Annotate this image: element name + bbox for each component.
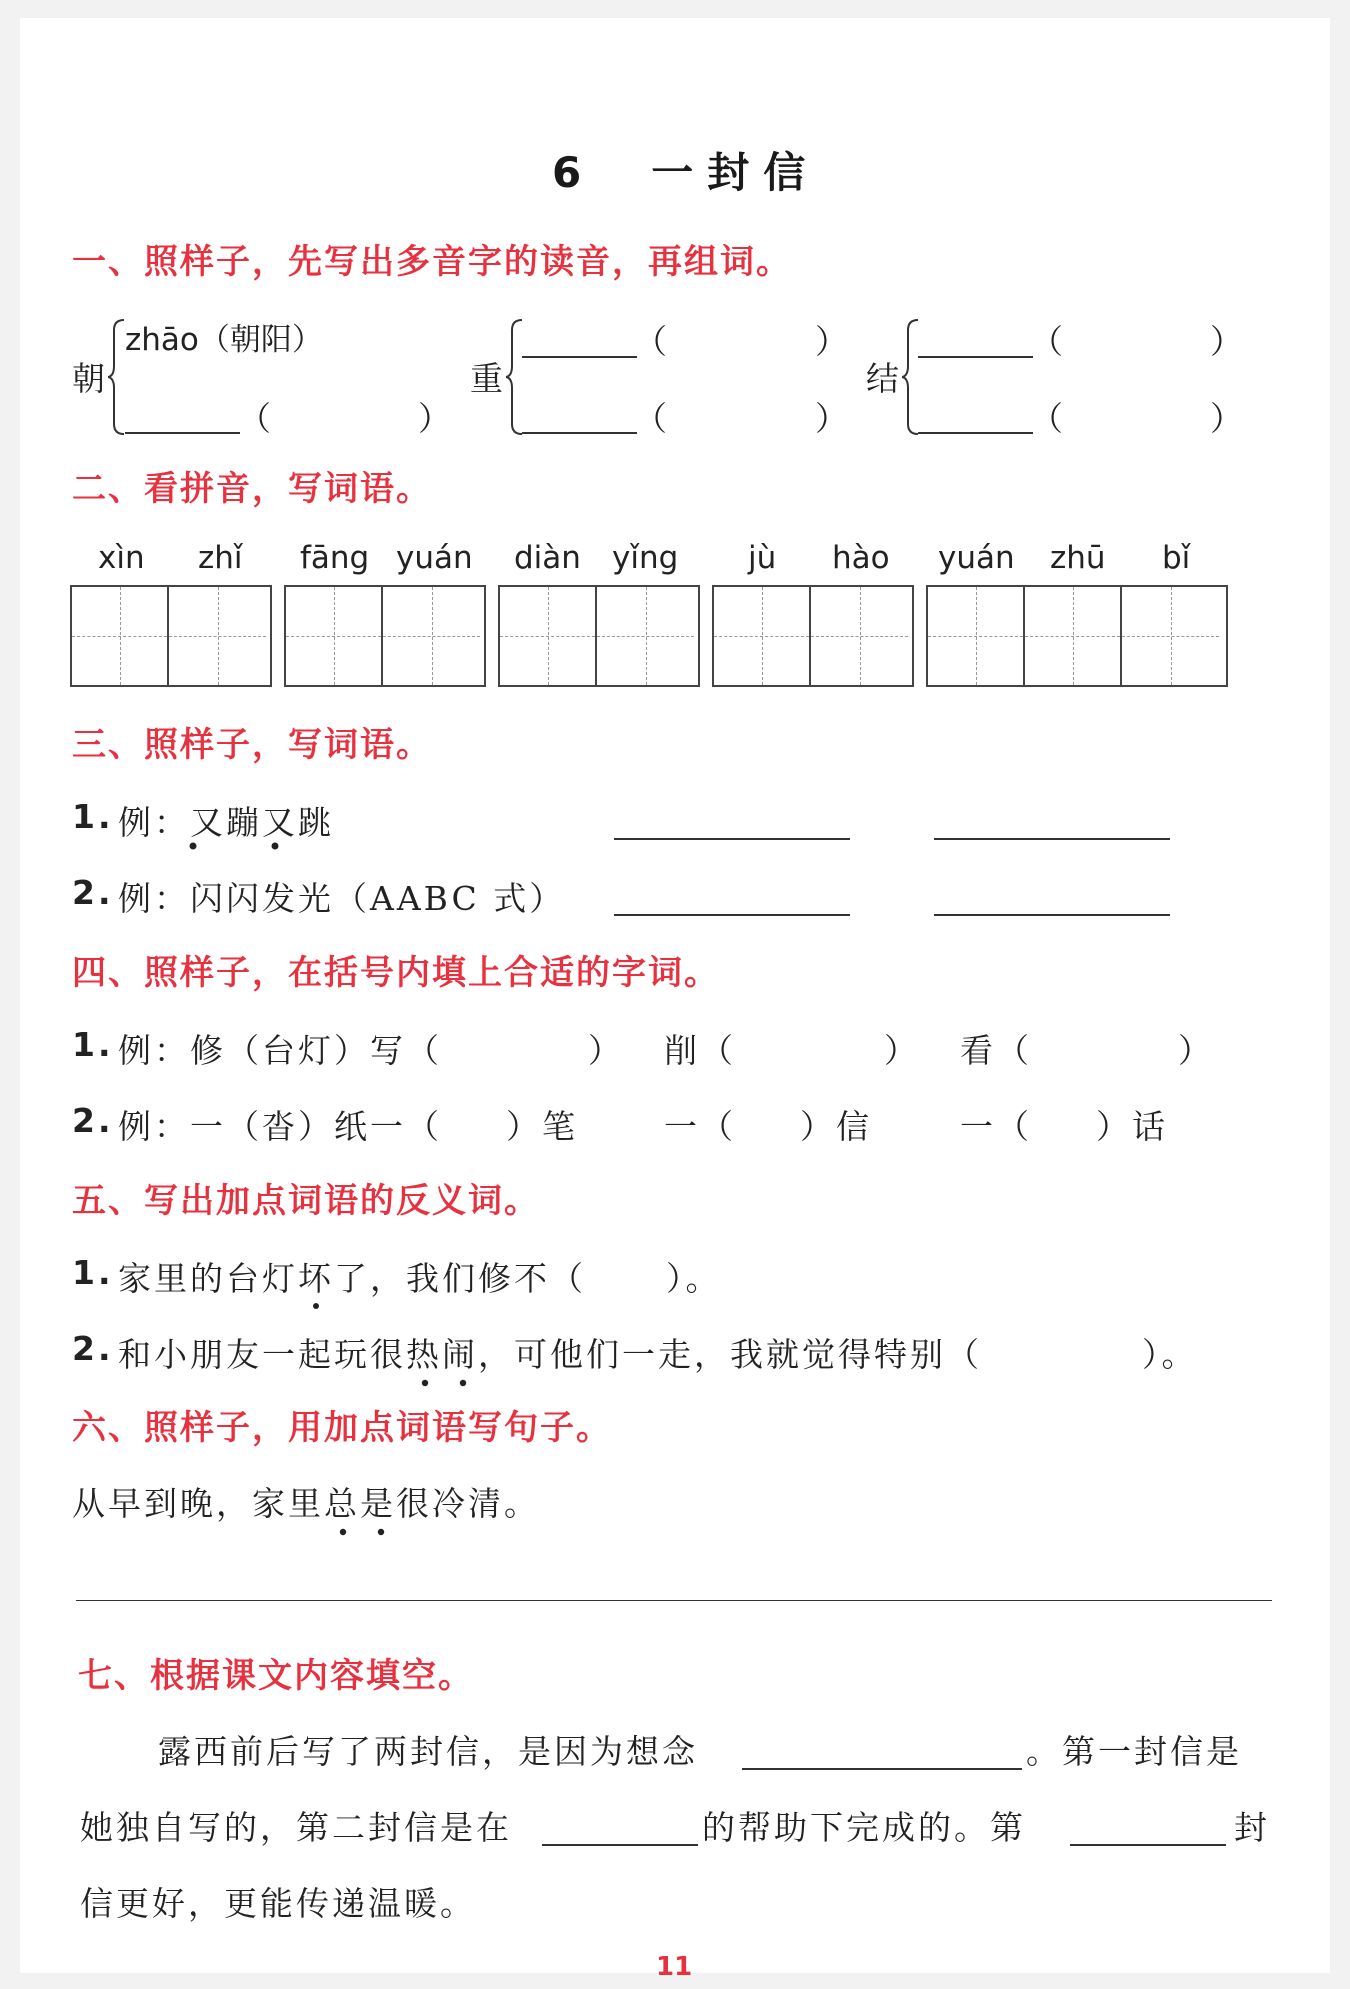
paren-open-3b: （ <box>1030 399 1066 438</box>
reading-blank-3b[interactable] <box>918 432 1033 434</box>
grid-cell[interactable] <box>714 587 811 685</box>
answer-line-3-1b[interactable] <box>934 838 1170 840</box>
pinyin-5: diàn <box>514 540 581 576</box>
measure-word-pen-tail: ）笔 <box>506 1107 578 1146</box>
pinyin-1: xìn <box>98 540 145 576</box>
writing-grid-5[interactable] <box>926 585 1228 687</box>
section-2-heading: 二、看拼音，写词语。 <box>72 469 432 509</box>
writing-grid-4[interactable] <box>712 585 914 687</box>
paren-close: ） <box>588 1031 624 1070</box>
pinyin-3: fāng <box>300 540 370 576</box>
section-3-heading: 三、照样子，写词语。 <box>72 725 432 765</box>
measure-word-letter-tail: ）信 <box>800 1107 872 1146</box>
section-1-heading: 一、照样子，先写出多音字的读音，再组词。 <box>72 242 792 282</box>
s6-example-sentence <box>72 1478 540 1525</box>
section-6-heading: 六、照样子，用加点词语写句子。 <box>72 1408 612 1448</box>
paren-close-2b: ） <box>815 399 851 438</box>
s5-1-post: 了，我们修不（ <box>334 1259 586 1298</box>
emphasized-word: 坏 <box>298 1253 334 1300</box>
paren-close-2a: ） <box>815 322 851 361</box>
s5-sentence-2 <box>118 1329 1198 1376</box>
pinyin-9: yuán <box>938 540 1015 576</box>
answer-line-3-2a[interactable] <box>614 914 850 916</box>
writing-grid-3[interactable] <box>498 585 700 687</box>
s7-line-1-pre: 露西前后写了两封信，是因为想念 <box>158 1732 698 1771</box>
s7-line-1-post: 。第一封信是 <box>1026 1732 1242 1771</box>
s6-pre: 从早到晚，家里 <box>72 1484 324 1523</box>
reading-blank-1b[interactable] <box>125 432 240 434</box>
s7-line-2-post: 封 <box>1234 1808 1270 1847</box>
item-number: 1. <box>72 797 114 836</box>
pinyin-7: jù <box>748 540 777 576</box>
grid-cell[interactable] <box>500 587 597 685</box>
paren-close: ） <box>884 1031 920 1070</box>
s5-2-end: ）。 <box>1142 1335 1198 1374</box>
emphasis-dots-1 <box>185 840 285 852</box>
fill-word-look: 看（ <box>960 1031 1032 1070</box>
reading-blank-2a[interactable] <box>522 356 637 358</box>
item-number: 1. <box>72 1253 114 1292</box>
writing-grid-1[interactable] <box>70 585 272 687</box>
brace-2 <box>506 318 526 436</box>
s3-example-2: 例：闪闪发光（AABC 式） <box>118 879 566 918</box>
brace-3 <box>902 318 922 436</box>
section-5-heading: 五、写出加点词语的反义词。 <box>72 1181 540 1221</box>
fill-word-sharpen: 削（ <box>664 1031 736 1070</box>
paren-open-1b: （ <box>238 399 274 438</box>
answer-line-3-2b[interactable] <box>934 914 1170 916</box>
pinyin-4: yuán <box>396 540 473 576</box>
paren-open-2b: （ <box>634 399 670 438</box>
fill-blank-7-1[interactable] <box>742 1768 1022 1770</box>
grid-cell[interactable] <box>811 587 908 685</box>
reading-blank-3a[interactable] <box>918 356 1033 358</box>
item-number: 2. <box>72 1101 114 1140</box>
section-4-heading: 四、照样子，在括号内填上合适的字词。 <box>72 953 720 993</box>
pinyin-6: yǐng <box>612 540 679 576</box>
item-number: 2. <box>72 1329 114 1368</box>
grid-cell[interactable] <box>72 587 169 685</box>
emphasized-word <box>324 1478 396 1525</box>
answer-line-3-1a[interactable] <box>614 838 850 840</box>
item-number: 2. <box>72 873 114 912</box>
fill-blank-7-2[interactable] <box>542 1844 698 1846</box>
pinyin-2: zhǐ <box>198 540 243 576</box>
fill-word-write: 写（ <box>370 1031 442 1070</box>
page-title: 6 一封信 <box>552 148 820 197</box>
s3-example-1-text: 例：又蹦又跳 <box>118 803 334 842</box>
polyphone-char-3: 结 <box>866 359 902 398</box>
paren-close-3a: ） <box>1210 322 1246 361</box>
grid-cell[interactable] <box>169 587 266 685</box>
fill-blank-7-3[interactable] <box>1070 1844 1226 1846</box>
paren-open-2a: （ <box>634 322 670 361</box>
polyphone-char-2: 重 <box>470 359 506 398</box>
paren-close-1b: ） <box>418 399 454 438</box>
measure-word-speech-tail: ）话 <box>1096 1107 1168 1146</box>
page-number: 11 <box>656 1952 693 1982</box>
sentence-answer-line[interactable] <box>76 1600 1272 1601</box>
s4-example-2: 例：一（沓）纸 <box>118 1107 370 1146</box>
paren-close: ） <box>1178 1031 1214 1070</box>
grid-cell[interactable] <box>928 587 1025 685</box>
emphasis-dots <box>406 1378 486 1388</box>
example-reading: zhāo（朝阳） <box>125 322 323 358</box>
item-number: 1. <box>72 1025 114 1064</box>
s3-example-1 <box>118 797 334 844</box>
polyphone-char-1: 朝 <box>72 359 108 398</box>
s7-line-2-pre: 她独自写的，第二封信是在 <box>80 1808 512 1847</box>
s5-1-pre: 家里的台灯 <box>118 1259 298 1298</box>
measure-word-speech: 一（ <box>960 1107 1032 1146</box>
grid-cell[interactable] <box>597 587 694 685</box>
emphasized-word <box>406 1329 478 1376</box>
s6-post: 很冷清。 <box>396 1484 540 1523</box>
measure-word-letter: 一（ <box>664 1107 736 1146</box>
paren-open-3a: （ <box>1030 322 1066 361</box>
pinyin-11: bǐ <box>1162 540 1191 576</box>
s5-sentence-1 <box>118 1253 722 1300</box>
grid-cell[interactable] <box>383 587 480 685</box>
section-7-heading: 七、根据课文内容填空。 <box>78 1656 474 1696</box>
pinyin-8: hào <box>832 540 890 576</box>
s7-line-3: 信更好，更能传递温暖。 <box>80 1884 476 1923</box>
emphasized-word-text: 总是 <box>324 1484 396 1523</box>
reading-blank-2b[interactable] <box>522 432 637 434</box>
measure-word-pen: 一（ <box>370 1107 442 1146</box>
s7-line-2-mid: 的帮助下完成的。第 <box>702 1808 1026 1847</box>
grid-cell[interactable] <box>286 587 383 685</box>
emphasis-dots <box>324 1527 404 1537</box>
pinyin-10: zhū <box>1050 540 1106 576</box>
s4-example-1: 例：修（台灯） <box>118 1031 370 1070</box>
grid-cell[interactable] <box>1025 587 1122 685</box>
s5-2-post: ，可他们一走，我就觉得特别（ <box>478 1335 982 1374</box>
paren-close-3b: ） <box>1210 399 1246 438</box>
emphasized-word-text: 热闹 <box>406 1335 478 1374</box>
s5-2-pre: 和小朋友一起玩很 <box>118 1335 406 1374</box>
writing-grid-2[interactable] <box>284 585 486 687</box>
grid-cell[interactable] <box>1122 587 1219 685</box>
s5-1-end: ）。 <box>666 1259 722 1298</box>
